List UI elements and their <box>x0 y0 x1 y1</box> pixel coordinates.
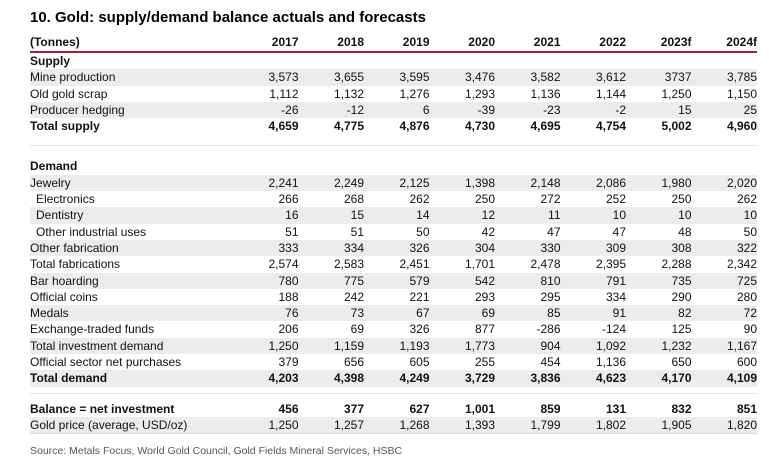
value-cell: 1,132 <box>333 86 364 101</box>
value-cell: 50 <box>416 224 430 239</box>
value-cell: 2,451 <box>399 257 430 272</box>
value-cell: 2,086 <box>595 175 626 190</box>
table-row <box>30 191 757 207</box>
row-label: Producer hedging <box>30 102 125 117</box>
table-row <box>30 102 757 118</box>
value-cell: -2 <box>615 102 626 117</box>
value-cell: 4,960 <box>726 119 757 134</box>
table-row <box>30 401 757 417</box>
value-cell: 290 <box>671 289 692 304</box>
value-cell: 4,695 <box>530 119 561 134</box>
value-cell: 295 <box>540 289 561 304</box>
value-cell: 2,125 <box>399 175 430 190</box>
value-cell: 268 <box>343 192 364 207</box>
row-label: Exchange-traded funds <box>30 322 155 337</box>
value-cell: 47 <box>547 224 561 239</box>
value-cell: 1,293 <box>464 86 495 101</box>
value-cell: 1,092 <box>595 338 626 353</box>
value-cell: 250 <box>671 192 692 207</box>
value-cell: 627 <box>409 401 430 416</box>
row-label: Mine production <box>30 70 116 85</box>
value-cell: 1,193 <box>399 338 430 353</box>
table-row <box>30 207 757 223</box>
value-cell: 262 <box>409 192 430 207</box>
value-cell: 131 <box>605 401 626 416</box>
row-label: Electronics <box>36 192 95 207</box>
value-cell: 1,276 <box>399 86 430 101</box>
value-cell: 72 <box>743 306 757 321</box>
value-cell: 188 <box>278 289 299 304</box>
value-cell: 16 <box>285 208 299 223</box>
row-label: Official sector net purchases <box>30 355 182 370</box>
value-cell: 4,659 <box>268 119 299 134</box>
value-cell: -124 <box>601 322 626 337</box>
value-cell: 5,002 <box>661 119 692 134</box>
value-cell: 125 <box>671 322 692 337</box>
value-cell: 775 <box>343 273 364 288</box>
value-cell: 10 <box>612 208 626 223</box>
value-cell: 206 <box>278 322 299 337</box>
value-cell: 2,241 <box>268 175 299 190</box>
row-label: Total investment demand <box>30 338 164 353</box>
value-cell: 51 <box>350 224 364 239</box>
row-label: Bar hoarding <box>30 273 99 288</box>
value-cell: 2,249 <box>333 175 364 190</box>
table-row <box>30 69 757 85</box>
value-cell: 1,250 <box>268 417 299 432</box>
value-cell: 330 <box>540 240 561 255</box>
value-cell: 4,730 <box>464 119 495 134</box>
table-row <box>30 289 757 305</box>
value-cell: 379 <box>278 355 299 370</box>
value-cell: 333 <box>278 240 299 255</box>
column-header: 2020 <box>468 35 495 49</box>
value-cell: 3,476 <box>464 70 495 85</box>
value-cell: 272 <box>540 192 561 207</box>
column-header: 2019 <box>402 35 430 49</box>
value-cell: 877 <box>474 322 495 337</box>
value-cell: 250 <box>474 192 495 207</box>
value-cell: 67 <box>416 306 430 321</box>
section-header-row <box>30 53 757 69</box>
value-cell: 2,020 <box>726 175 757 190</box>
value-cell: 1,398 <box>464 175 495 190</box>
value-cell: 42 <box>481 224 495 239</box>
value-cell: 1,159 <box>333 338 364 353</box>
value-cell: 4,623 <box>595 371 626 386</box>
value-cell: 48 <box>678 224 692 239</box>
value-cell: 1,167 <box>726 338 757 353</box>
value-cell: 308 <box>671 240 692 255</box>
value-cell: 334 <box>343 240 364 255</box>
value-cell: -286 <box>536 322 561 337</box>
value-cell: 15 <box>350 208 364 223</box>
value-cell: 1,393 <box>464 417 495 432</box>
value-cell: 3,582 <box>530 70 561 85</box>
value-cell: 1,136 <box>595 355 626 370</box>
value-cell: 10 <box>743 208 757 223</box>
table-row <box>30 256 757 272</box>
row-label: Other industrial uses <box>36 224 147 239</box>
value-cell: 1,980 <box>661 175 692 190</box>
table-row <box>30 273 757 289</box>
table-row <box>30 321 757 337</box>
value-cell: 1,136 <box>530 86 561 101</box>
value-cell: 735 <box>671 273 692 288</box>
value-cell: 322 <box>736 240 757 255</box>
value-cell: 69 <box>350 322 364 337</box>
value-cell: 221 <box>409 289 430 304</box>
column-header: 2017 <box>271 35 299 49</box>
row-label: Supply <box>30 54 71 68</box>
value-cell: 1,112 <box>269 86 299 101</box>
value-cell: 605 <box>409 355 430 370</box>
value-cell: -23 <box>543 102 561 117</box>
value-cell: 50 <box>743 224 757 239</box>
row-label: Old gold scrap <box>30 86 108 101</box>
value-cell: 1,905 <box>661 417 692 432</box>
value-cell: 76 <box>285 306 299 321</box>
value-cell: 377 <box>343 401 364 416</box>
value-cell: 4,754 <box>595 119 626 134</box>
table-row <box>30 240 757 256</box>
value-cell: 326 <box>409 322 430 337</box>
value-cell: 1,268 <box>399 417 430 432</box>
value-cell: 12 <box>481 208 495 223</box>
value-cell: 1,802 <box>595 417 626 432</box>
value-cell: 4,249 <box>399 371 430 386</box>
value-cell: 1,773 <box>464 338 495 353</box>
value-cell: 3,573 <box>268 70 299 85</box>
value-cell: 266 <box>278 192 299 207</box>
value-cell: 280 <box>736 289 757 304</box>
value-cell: 4,775 <box>333 119 364 134</box>
value-cell: 2,148 <box>530 175 561 190</box>
value-cell: 3,785 <box>726 70 757 85</box>
table-row <box>30 224 757 240</box>
value-cell: 309 <box>605 240 626 255</box>
table-row <box>30 118 757 134</box>
value-cell: 304 <box>474 240 495 255</box>
value-cell: 242 <box>343 289 364 304</box>
value-cell: 454 <box>540 355 561 370</box>
table-header-row <box>30 34 757 53</box>
value-cell: 810 <box>540 273 561 288</box>
row-label: Total supply <box>30 119 100 134</box>
value-cell: 600 <box>736 355 757 370</box>
row-label: Gold price (average, USD/oz) <box>30 417 188 432</box>
value-cell: 791 <box>605 273 626 288</box>
value-cell: 90 <box>743 322 757 337</box>
value-cell: 1,001 <box>464 401 495 416</box>
value-cell: 3,836 <box>530 371 561 386</box>
row-label: Other fabrication <box>30 240 119 255</box>
gold-supply-demand-table <box>30 34 757 434</box>
column-header: 2018 <box>337 35 364 49</box>
row-label: Total demand <box>30 371 108 386</box>
value-cell: 25 <box>743 102 757 117</box>
value-cell: 1,144 <box>595 86 626 101</box>
row-label: Jewelry <box>30 175 71 190</box>
value-cell: 904 <box>540 338 561 353</box>
value-cell: 2,288 <box>661 257 692 272</box>
value-cell: 6 <box>422 102 430 117</box>
table-row <box>30 338 757 354</box>
value-cell: 1,250 <box>268 338 299 353</box>
row-label: Balance = net investment <box>30 401 175 416</box>
section-separator <box>30 387 757 401</box>
value-cell: 2,574 <box>268 257 299 272</box>
table-body <box>30 53 757 434</box>
column-header: 2023f <box>660 35 692 49</box>
value-cell: -39 <box>477 102 495 117</box>
value-cell: 1,701 <box>464 257 495 272</box>
value-cell: -12 <box>346 102 364 117</box>
value-cell: 252 <box>605 192 626 207</box>
value-cell: 262 <box>736 192 757 207</box>
value-cell: 293 <box>474 289 495 304</box>
row-label: Medals <box>30 306 69 321</box>
value-cell: 82 <box>678 306 692 321</box>
row-label: Dentistry <box>36 208 84 223</box>
value-cell: 11 <box>548 208 561 223</box>
value-cell: 1,250 <box>661 86 692 101</box>
value-cell: 91 <box>612 306 626 321</box>
value-cell: 3737 <box>664 70 692 85</box>
source-note: Source: Metals Focus, World Gold Council, Gold Fields Mineral Services, HSBC <box>30 445 403 458</box>
value-cell: 69 <box>481 306 495 321</box>
value-cell: 456 <box>278 401 299 416</box>
value-cell: 3,595 <box>399 70 430 85</box>
value-cell: 832 <box>671 401 692 416</box>
value-cell: 2,395 <box>595 257 626 272</box>
value-cell: 1,232 <box>661 338 692 353</box>
value-cell: 650 <box>671 355 692 370</box>
value-cell: 4,398 <box>333 371 364 386</box>
value-cell: 14 <box>416 208 430 223</box>
table-row <box>30 417 757 434</box>
value-cell: 3,612 <box>595 70 626 85</box>
value-cell: 579 <box>409 273 430 288</box>
value-cell: 73 <box>350 306 364 321</box>
value-cell: 4,203 <box>268 371 299 386</box>
table-row <box>30 86 757 102</box>
value-cell: 10 <box>678 208 692 223</box>
value-cell: 334 <box>605 289 626 304</box>
value-cell: 1,820 <box>726 417 757 432</box>
value-cell: 255 <box>474 355 495 370</box>
column-header: 2022 <box>599 35 626 49</box>
row-label: Demand <box>30 159 78 174</box>
table-row <box>30 370 757 386</box>
value-cell: 3,655 <box>333 70 364 85</box>
value-cell: 1,257 <box>333 417 364 432</box>
value-cell: 15 <box>678 102 692 117</box>
section-header-row <box>30 158 757 174</box>
value-cell: 542 <box>474 273 495 288</box>
value-cell: 3,729 <box>464 371 495 386</box>
unit-label: (Tonnes) <box>30 35 80 49</box>
table-row <box>30 175 757 191</box>
value-cell: 51 <box>285 224 299 239</box>
value-cell: 1,150 <box>726 86 757 101</box>
row-label: Official coins <box>30 289 98 304</box>
value-cell: 851 <box>736 401 757 416</box>
table-row <box>30 305 757 321</box>
value-cell: 85 <box>547 306 561 321</box>
table-title: 10. Gold: supply/demand balance actuals and forecasts <box>30 9 426 26</box>
value-cell: 4,109 <box>726 371 757 386</box>
value-cell: 2,583 <box>333 257 364 272</box>
value-cell: 1,799 <box>530 417 561 432</box>
value-cell: 780 <box>278 273 299 288</box>
value-cell: 725 <box>736 273 757 288</box>
value-cell: 4,170 <box>661 371 692 386</box>
value-cell: 2,478 <box>530 257 561 272</box>
value-cell: 4,876 <box>399 119 430 134</box>
value-cell: 326 <box>409 240 430 255</box>
row-label: Total fabrications <box>30 257 121 272</box>
value-cell: 859 <box>540 401 561 416</box>
column-header: 2021 <box>533 35 561 49</box>
value-cell: 2,342 <box>726 257 757 272</box>
section-separator <box>30 134 757 158</box>
value-cell: 656 <box>343 355 364 370</box>
value-cell: -26 <box>281 102 299 117</box>
table-row <box>30 354 757 370</box>
value-cell: 47 <box>612 224 626 239</box>
column-header: 2024f <box>726 35 757 49</box>
